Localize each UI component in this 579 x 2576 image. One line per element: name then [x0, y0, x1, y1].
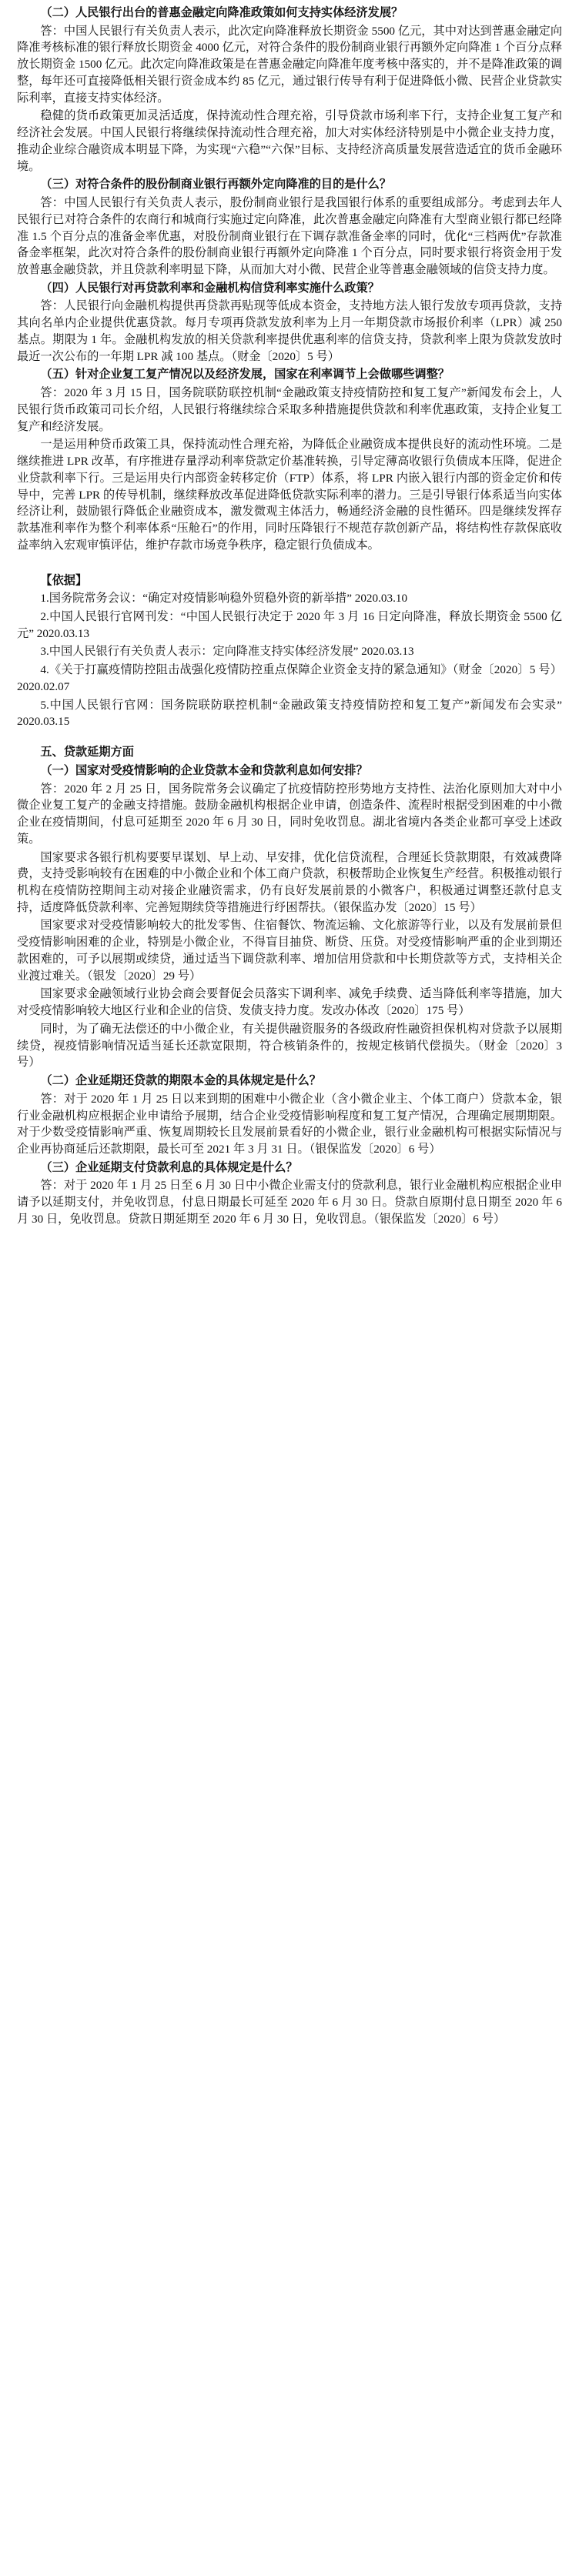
question-loan-rate-adjust: （五）针对企业复工复产情况以及经济发展，国家在利率调节上会做哪些调整？ [40, 368, 450, 382]
paragraph-liquidity: 稳健的货币政策更加灵活适度，保持流动性合理充裕，引导贷款市场利率下行，支持企业复工复产和经济社会发展。中国人民银行将继续保持流动性合理充裕，加大对实体经济特别是中小微企业支持力度，推动企业综合融资成本明显下降，为实现“六稳”“六保”目标、支持经济高质量发展营造适宜的货币金融环境。 [17, 109, 562, 173]
reference-item-5: 5.中国人民银行官网：国务院联防联控机制“金融政策支持疫情防控和复工复产”新闻发布会实录” 2020.03.15 [17, 698, 562, 729]
spacer [17, 556, 562, 563]
answer-interest-rate-policy: 答：人民银行向金融机构提供再贷款再贴现等低成本资金，支持地方法人银行发放专项再贷款，支持其向名单内企业提供优惠贷款。每月专项再贷款发放利率为上月一年期贷款市场报价利率（LPR）减 250 基点。期限为 1 年。金融机构发放的相关贷款利率提供优惠利率的信贷支持，贷款利率上限为贷款发放时最近一次公布的一年期 LPR 减 100 基点。（财金〔2020〕5 号） [17, 299, 562, 363]
answer-joint-stock-bank: 答：中国人民银行有关负责人表示，股份制商业银行是我国银行体系的重要组成部分。考虑到去年人民银行已对符合条件的农商行和城商行实施过定向降准，此次普惠金融定向降准有大型商业银行都已经降准 1.5 个百分点的准备金率优惠，对股份制商业银行在下调存款准备金率的同时，优化“三档两优”存款准备金率框架，此次对符合条件的股份制商业银行再额外定向降准 1 个百分点，同时要求银行将资金用于发放普惠金融贷款，并且贷款利率明显下降，从而加大对小微、民营企业等普惠金融领域的信贷支持力度。 [17, 196, 562, 277]
references-heading: 【依据】 [40, 573, 88, 587]
spacer [17, 732, 562, 739]
question-principal-rule: （二）企业延期还贷款的期限本金的具体规定是什么？ [40, 1074, 321, 1088]
paragraph-loan-extension-detail: 国家要求各银行机构要要早谋划、早上动、早安排，优化信贷流程，合理延长贷款期限，有效减费降费，支持受影响较有在困难的中小微企业和个体工商户贷款，积极帮助企业恢复生产经营。积极推动银行机构在疫情防控期间主动对接企业融资需求，仍有良好发展前景的小微客户，积极通过调整还款付息支持，适度降低贷款利率、完善短期续贷等措施进行纾困帮扶。（银保监办发〔2020〕15 号） [17, 850, 562, 914]
reference-item-1: 1.国务院常务会议：“确定对疫情影响稳外贸稳外资的新举措” 2020.03.10 [40, 592, 408, 606]
paragraph-loan-extension-detail-2: 国家要求对受疫情影响较大的批发零售、住宿餐饮、物流运输、文化旅游等行业，以及有发展前景但受疫情影响困难的企业，特别是小微企业，不得盲目抽贷、断贷、压贷。对受疫情影响严重的企业到期还款困难的，可予以展期或续贷，通过适当下调贷款利率、增加信用贷款和中长期贷款等方式，支持相关企业渡过难关。（银发〔2020〕29 号） [17, 919, 562, 983]
question-interest-rule: （三）企业延期支付贷款利息的具体规定是什么？ [40, 1160, 298, 1174]
answer-loan-rate-adjust: 答：2020 年 3 月 15 日，国务院联防联控机制“金融政策支持疫情防控和复工复产”新闻发布会上，人民银行货币政策司司长介绍，人民银行将继续综合采取多种措施提供贷款和利率优惠政策，支持企业复工复产和经济发展。 [17, 386, 562, 433]
question-people-bank-benefit: （二）人民银行出台的普惠金融定向降准政策如何支持实体经济发展？ [40, 6, 403, 19]
question-loan-extension-support: （一）国家对受疫情影响的企业贷款本金和贷款利息如何安排？ [40, 763, 368, 777]
reference-item-3: 3.中国人民银行有关负责人表示：定向降准支持实体经济发展” 2020.03.13 [40, 645, 414, 659]
answer-principal-rule: 答：对于 2020 年 1 月 25 日以来到期的困难中小微企业（含小微企业主、个体工商户）贷款本金，银行业金融机构应根据企业申请给予展期，结合企业受疫情影响程度和复工复产情况，合理确定展期期限。对于少数受疫情影响严重、恢复周期较长且发展前景看好的小微企业，银行业金融机构可根据实际情况与企业再协商延后还款期限，最长可至 2021 年 3 月 31 日。（银保监发〔2020〕6 号） [17, 1092, 562, 1156]
answer-interest-rule: 答：对于 2020 年 1 月 25 日至 6 月 30 日中小微企业需支付的贷款利息，银行业金融机构应根据企业申请予以延期支付，并免收罚息，付息日期最长可延至 2020 年 6 月 30 日。贷款自原期付息日期至 2020 年 6 月 30 日，免收罚息。贷款日期延期至 2020 年 6 月 30 日，免收罚息。（银保监发〔2020〕6 号） [17, 1179, 563, 1226]
answer-people-bank-benefit: 答：中国人民银行有关负责人表示，此次定向降准释放长期资金 5500 亿元，其中对达到普惠金融定向降准考核标准的银行释放长期资金 4000 亿元，对符合条件的股份制商业银行再额外定向降准 1 个百分点释放长期资金 1500 亿元。此次定向降准政策是在普惠金融定向降准年度考核中落实的，并不是降准政策的调整，每年还可直接降低相关银行资金成本约 85 亿元，通过银行传导有利于促进降低小微、民营企业贷款实际利率，直接支持实体经济。 [17, 24, 562, 105]
section-five-heading: 五、贷款延期方面 [40, 746, 134, 759]
answer-loan-extension-support: 答：2020 年 2 月 25 日，国务院常务会议确定了抗疫情防控形势地方支持性、法治化原则加大对中小微企业复工复产的金融支持措施。鼓励金融机构根据企业申请，创造条件、流程时根据受到困难的中小微企业在疫情期间，付息可延期至 2020 年 6 月 30 日，同时免收罚息。湖北省境内各类企业都可享受上述政策。 [17, 782, 562, 846]
document-page [0, 0, 579, 1240]
paragraph-measure-one: 一是运用种贷币政策工具，保持流动性合理充裕，为降低企业融资成本提供良好的流动性环境。二是继续推进 LPR 改革，有序推进存量浮动利率贷款定价基准转换，引导定薄高收银行负债成本压降，促进企业贷款利率下行。三是运用央行内部资金转移定价（FTP）体系，将 LPR 内嵌入银行内部的资金定价和传导中，完善 LPR 的传导机制，继续释放改革促进降低贷款实际利率的潜力。三是引导银行体系适当向实体经济让利，鼓励银行降低企业融资成本，激发微观主体活力，畅通经济金融的良性循环。四是继续发挥存款基准利率作为整个利率体系“压舱石”的作用，同时压降银行不规范存款创新产品，将结构性存款保底收益率纳入宏观审慎评估，维护存款市场竞争秩序，稳定银行负债成本。 [17, 438, 562, 552]
reference-item-4: 4.《关于打赢疫情防控阻击战强化疫情防控重点保障企业资金支持的紧急通知》（财金〔2020〕5 号） 2020.02.07 [17, 663, 562, 693]
question-interest-rate-policy: （四）人民银行对再贷款利率和金融机构信贷利率实施什么政策？ [40, 281, 380, 295]
reference-item-2: 2.中国人民银行官网刊发：“中国人民银行决定于 2020 年 3 月 16 日定向降准，释放长期资金 5500 亿元” 2020.03.13 [17, 609, 562, 640]
document-content [17, 5, 562, 1228]
paragraph-loan-extension-detail-4: 同时，为了确无法偿还的中小微企业，有关提供融资服务的各级政府性融资担保机构对贷款予以展期续贷，视疫情影响情况适当延长还款宽限期，符合核销条件的，按规定核销代偿损失。（财金〔2020〕3 号） [17, 1022, 562, 1069]
paragraph-loan-extension-detail-3: 国家要求金融领域行业协会商会要督促会员落实下调利率、减免手续费、适当降低利率等措施，加大对受疫情影响较大地区行业和企业的信贷、发债支持力度。发改办体改〔2020〕175 号） [17, 987, 562, 1018]
question-joint-stock-bank: （三）对符合条件的股份制商业银行再额外定向降准的目的是什么？ [40, 178, 392, 192]
